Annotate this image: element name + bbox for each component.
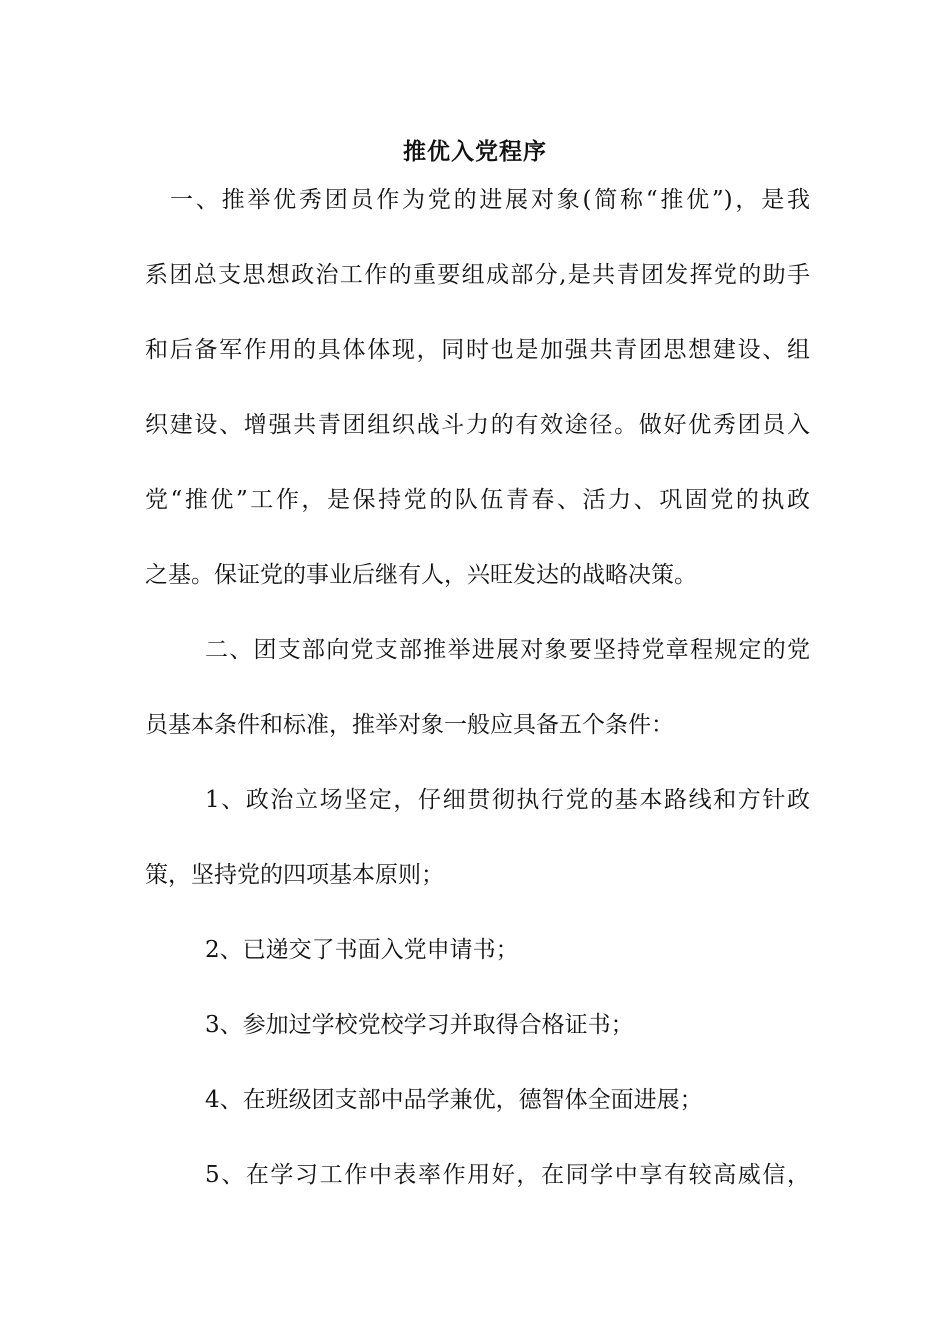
list-item-5: 5、在学习工作中表率作用好，在同学中享有较高威信， [205, 1162, 810, 1188]
paragraph-1-line-5: 党“推优”工作，是保持党的队伍青春、活力、巩固党的执政 [145, 487, 810, 513]
list-item-4: 4、在班级团支部中品学兼优，德智体全面进展； [205, 1087, 703, 1113]
paragraph-1-line-2: 系团总支思想政治工作的重要组成部分,是共青团发挥党的助手 [145, 262, 810, 288]
paragraph-1-line-6: 之基。保证党的事业后继有人，兴旺发达的战略决策。 [145, 562, 697, 588]
paragraph-2-line-2: 员基本条件和标准，推举对象一般应具备五个条件： [145, 712, 674, 738]
paragraph-1-line-3: 和后备军作用的具体体现，同时也是加强共青团思想建设、组 [145, 337, 810, 363]
list-item-1-line-1: 1、政治立场坚定，仔细贯彻执行党的基本路线和方针政 [205, 787, 810, 813]
paragraph-1-line-4: 织建设、增强共青团组织战斗力的有效途径。做好优秀团员入 [145, 412, 810, 438]
paragraph-1-line-1: 一、推举优秀团员作为党的进展对象(简称“推优”)，是我 [170, 187, 810, 213]
list-item-1-line-2: 策，坚持党的四项基本原则； [145, 862, 444, 888]
list-item-2: 2、已递交了书面入党申请书； [205, 937, 519, 963]
document-title: 推优入党程序 [403, 139, 547, 165]
list-item-3: 3、参加过学校党校学习并取得合格证书； [205, 1012, 634, 1038]
paragraph-2-line-1: 二、团支部向党支部推举进展对象要坚持党章程规定的党 [205, 637, 810, 663]
